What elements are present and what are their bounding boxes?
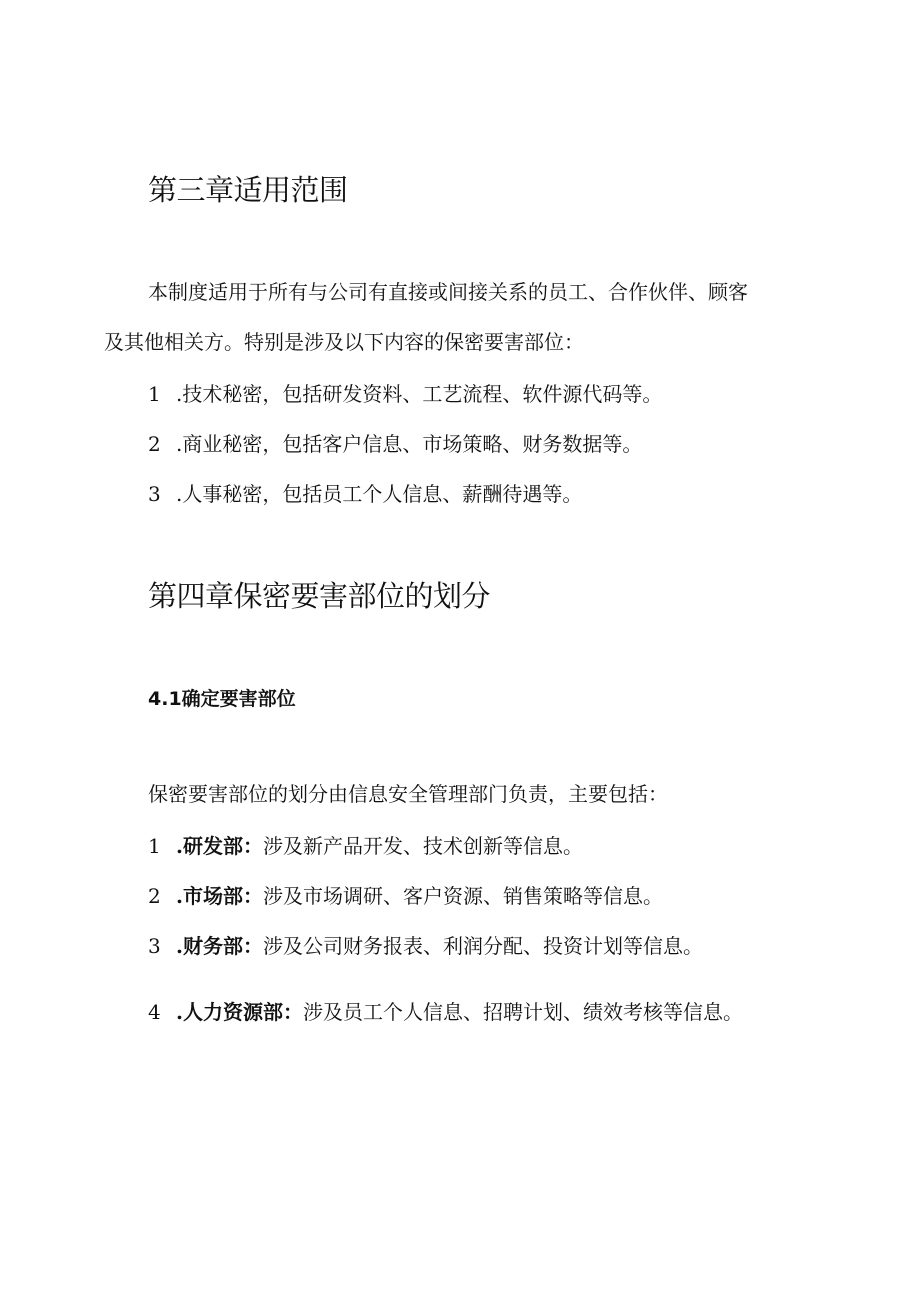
department-description: 涉及新产品开发、技术创新等信息。 [262,834,583,858]
department-name: .市场部： [176,884,263,908]
secret-list-item [148,428,642,457]
chapter-4-title: 第四章保密要害部位的划分 [148,579,491,613]
list-text: .商业秘密，包括客户信息、市场策略、财务数据等。 [176,432,643,456]
department-list-item [148,930,703,959]
department-list-item [148,880,663,909]
list-number: 3 [148,482,161,506]
list-number: 4 [148,1000,161,1024]
department-list-item [148,830,583,859]
scope-paragraph-line-2: 及其他相关方。特别是涉及以下内容的保密要害部位： [104,330,584,354]
department-name: .人力资源部： [176,1000,303,1024]
list-number: 3 [148,934,161,958]
chapter-3-title: 第三章适用范围 [148,173,348,207]
department-name: .财务部： [176,934,263,958]
department-description: 涉及员工个人信息、招聘计划、绩效考核等信息。 [302,1000,743,1024]
department-name: .研发部： [176,834,263,858]
department-description: 涉及公司财务报表、利润分配、投资计划等信息。 [262,934,703,958]
list-text: .人事秘密，包括员工个人信息、薪酬待遇等。 [176,482,583,506]
department-list-item [148,996,743,1025]
department-description: 涉及市场调研、客户资源、销售策略等信息。 [262,884,663,908]
division-intro: 保密要害部位的划分由信息安全管理部门负责，主要包括： [148,782,668,806]
secret-list-item [148,478,582,507]
list-number: 2 [148,432,161,456]
scope-paragraph-line-1: 本制度适用于所有与公司有直接或间接关系的员工、合作伙伴、顾客 [148,280,748,304]
list-number: 2 [148,884,161,908]
section-title: 4.1确定要害部位 [148,688,296,710]
secret-list-item [148,378,662,407]
list-text: .技术秘密，包括研发资料、工艺流程、软件源代码等。 [176,382,663,406]
list-number: 1 [148,834,161,858]
list-number: 1 [148,382,161,406]
